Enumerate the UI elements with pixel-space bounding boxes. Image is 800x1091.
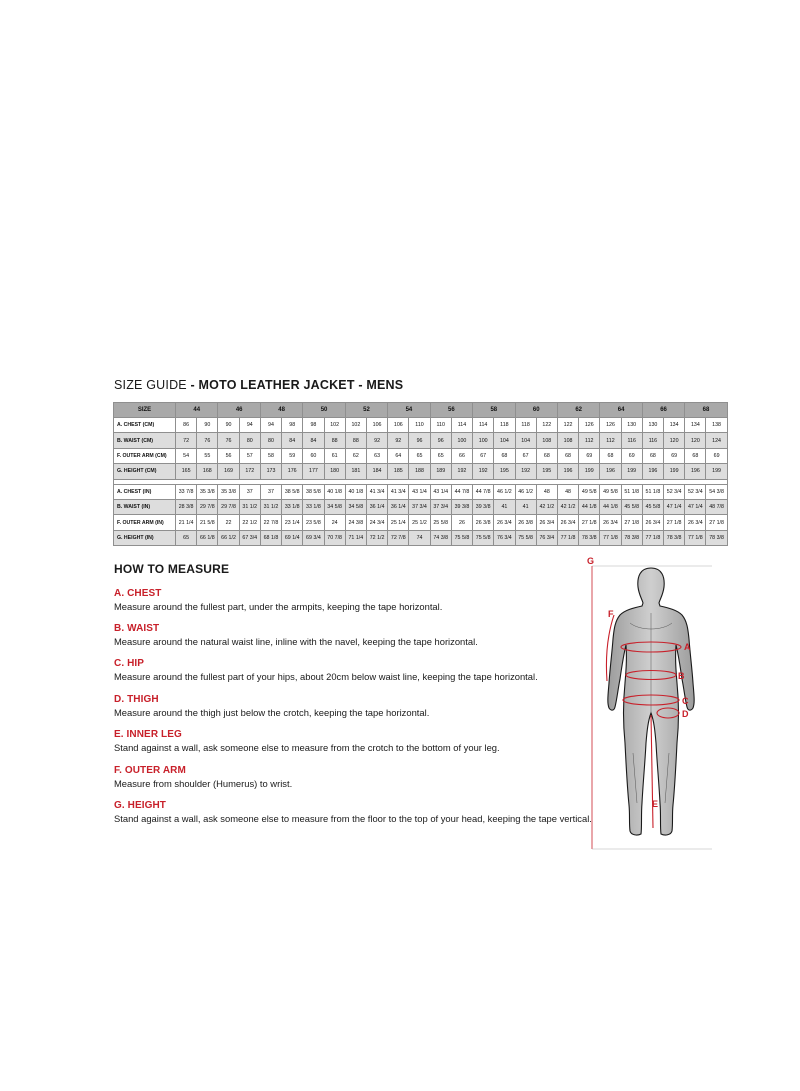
body-measurement-figure bbox=[585, 553, 715, 853]
size-header-cell: 46 bbox=[218, 403, 260, 418]
table-cell: 68 bbox=[685, 448, 706, 463]
table-cell: 110 bbox=[409, 418, 430, 433]
table-cell: 192 bbox=[515, 464, 536, 479]
measure-heading-height: G. HEIGHT bbox=[114, 800, 167, 811]
table-cell: 54 3/8 bbox=[706, 484, 727, 499]
table-row bbox=[114, 433, 728, 448]
table-cell: 28 3/8 bbox=[176, 499, 197, 514]
table-cell: 78 3/8 bbox=[621, 530, 642, 545]
table-cell: 35 3/8 bbox=[197, 484, 218, 499]
table-cell: 72 bbox=[176, 433, 197, 448]
table-cell: 43 1/4 bbox=[430, 484, 451, 499]
table-cell: 195 bbox=[494, 464, 515, 479]
row-label: G. HEIGHT (CM) bbox=[114, 464, 176, 479]
table-cell: 86 bbox=[176, 418, 197, 433]
measure-heading-inner-leg: E. INNER LEG bbox=[114, 729, 182, 740]
table-cell: 68 bbox=[557, 448, 578, 463]
table-cell: 40 1/8 bbox=[345, 484, 366, 499]
table-cell: 26 bbox=[451, 515, 472, 530]
table-cell: 116 bbox=[621, 433, 642, 448]
table-cell: 188 bbox=[409, 464, 430, 479]
table-cell: 88 bbox=[345, 433, 366, 448]
measure-text-height: Stand against a wall, ask someone else to measure from the floor to the top of your head, keeping the tape vertical. bbox=[114, 813, 592, 824]
table-cell: 118 bbox=[515, 418, 536, 433]
table-cell: 196 bbox=[557, 464, 578, 479]
table-cell: 44 7/8 bbox=[473, 484, 494, 499]
table-cell: 76 3/4 bbox=[494, 530, 515, 545]
table-cell: 75 5/8 bbox=[473, 530, 494, 545]
table-cell: 100 bbox=[451, 433, 472, 448]
table-cell: 39 3/8 bbox=[451, 499, 472, 514]
row-label: B. WAIST (CM) bbox=[114, 433, 176, 448]
table-cell: 22 7/8 bbox=[260, 515, 281, 530]
table-cell: 26 3/4 bbox=[642, 515, 663, 530]
size-header-cell: 64 bbox=[600, 403, 642, 418]
table-cell: 77 1/8 bbox=[642, 530, 663, 545]
table-cell: 98 bbox=[282, 418, 303, 433]
table-cell: 196 bbox=[600, 464, 621, 479]
table-cell: 67 3/4 bbox=[239, 530, 260, 545]
table-cell: 44 1/8 bbox=[600, 499, 621, 514]
table-cell: 63 bbox=[366, 448, 387, 463]
table-cell: 37 bbox=[239, 484, 260, 499]
table-cell: 75 5/8 bbox=[451, 530, 472, 545]
table-cell: 102 bbox=[324, 418, 345, 433]
table-cell: 52 3/4 bbox=[685, 484, 706, 499]
size-header-cell: 44 bbox=[176, 403, 218, 418]
table-cell: 84 bbox=[303, 433, 324, 448]
size-guide-title bbox=[114, 378, 714, 392]
table-cell: 57 bbox=[239, 448, 260, 463]
table-cell: 108 bbox=[536, 433, 557, 448]
table-cell: 29 7/8 bbox=[218, 499, 239, 514]
table-cell: 100 bbox=[473, 433, 494, 448]
measure-text-waist: Measure around the natural waist line, inline with the navel, keeping the tape horizontal. bbox=[114, 636, 478, 647]
measure-heading-hip: C. HIP bbox=[114, 658, 145, 669]
table-cell: 106 bbox=[366, 418, 387, 433]
table-cell: 199 bbox=[706, 464, 727, 479]
table-cell: 54 bbox=[176, 448, 197, 463]
table-cell: 31 1/2 bbox=[239, 499, 260, 514]
measure-text-outer-arm: Measure from shoulder (Humerus) to wrist. bbox=[114, 778, 293, 789]
table-cell: 37 3/4 bbox=[409, 499, 430, 514]
measure-text-thigh: Measure around the thigh just below the crotch, keeping the tape horizontal. bbox=[114, 707, 430, 718]
table-cell: 69 bbox=[579, 448, 600, 463]
table-cell: 26 3/4 bbox=[557, 515, 578, 530]
table-row bbox=[114, 448, 728, 463]
table-cell: 177 bbox=[303, 464, 324, 479]
table-cell: 27 1/8 bbox=[579, 515, 600, 530]
table-cell: 184 bbox=[366, 464, 387, 479]
table-cell: 78 3/8 bbox=[579, 530, 600, 545]
table-cell: 168 bbox=[197, 464, 218, 479]
table-row bbox=[114, 499, 728, 514]
table-cell: 199 bbox=[664, 464, 685, 479]
table-cell: 33 1/8 bbox=[303, 499, 324, 514]
label-e: E bbox=[652, 799, 659, 809]
table-cell: 67 bbox=[515, 448, 536, 463]
table-cell: 122 bbox=[536, 418, 557, 433]
table-cell: 78 3/8 bbox=[706, 530, 727, 545]
table-cell: 65 bbox=[176, 530, 197, 545]
table-cell: 77 1/8 bbox=[557, 530, 578, 545]
table-cell: 69 bbox=[664, 448, 685, 463]
table-cell: 173 bbox=[260, 464, 281, 479]
how-to-measure-title: HOW TO MEASURE bbox=[114, 562, 230, 576]
table-cell: 51 1/8 bbox=[621, 484, 642, 499]
table-cell: 42 1/2 bbox=[536, 499, 557, 514]
row-label: A. CHEST (CM) bbox=[114, 418, 176, 433]
size-header-cell: 56 bbox=[430, 403, 472, 418]
table-cell: 48 bbox=[557, 484, 578, 499]
measure-text-hip: Measure around the fullest part of your hips, about 20cm below waist line, keeping the tape horizontal. bbox=[114, 671, 538, 682]
table-cell: 23 5/8 bbox=[303, 515, 324, 530]
size-header-cell: 48 bbox=[260, 403, 302, 418]
size-header-cell: 52 bbox=[345, 403, 387, 418]
measure-heading-thigh: D. THIGH bbox=[114, 694, 159, 705]
table-cell: 33 7/8 bbox=[176, 484, 197, 499]
table-cell: 38 5/8 bbox=[282, 484, 303, 499]
table-cell: 169 bbox=[218, 464, 239, 479]
table-cell: 42 1/2 bbox=[557, 499, 578, 514]
title-prefix: SIZE GUIDE bbox=[114, 378, 187, 392]
table-cell: 21 1/4 bbox=[176, 515, 197, 530]
table-cell: 44 7/8 bbox=[451, 484, 472, 499]
size-header-cell: 66 bbox=[642, 403, 684, 418]
table-cell: 27 1/8 bbox=[706, 515, 727, 530]
table-cell: 199 bbox=[621, 464, 642, 479]
table-cell: 196 bbox=[642, 464, 663, 479]
table-cell: 199 bbox=[579, 464, 600, 479]
measure-heading-outer-arm: F. OUTER ARM bbox=[114, 765, 186, 776]
table-cell: 68 bbox=[642, 448, 663, 463]
table-cell: 114 bbox=[473, 418, 494, 433]
table-cell: 49 5/8 bbox=[579, 484, 600, 499]
table-cell: 29 7/8 bbox=[197, 499, 218, 514]
table-cell: 41 bbox=[494, 499, 515, 514]
table-cell: 24 3/8 bbox=[345, 515, 366, 530]
table-cell: 138 bbox=[706, 418, 727, 433]
table-cell: 65 bbox=[430, 448, 451, 463]
table-cell: 34 5/8 bbox=[345, 499, 366, 514]
table-cell: 66 bbox=[451, 448, 472, 463]
table-cell: 25 5/8 bbox=[430, 515, 451, 530]
table-cell: 46 1/2 bbox=[515, 484, 536, 499]
label-f: F bbox=[608, 609, 614, 619]
size-header-cell: 68 bbox=[685, 403, 727, 418]
table-cell: 64 bbox=[388, 448, 409, 463]
measure-text-chest: Measure around the fullest part, under the armpits, keeping the tape horizontal. bbox=[114, 601, 443, 612]
measure-text-inner-leg: Stand against a wall, ask someone else to measure from the crotch to the bottom of your leg. bbox=[114, 742, 500, 753]
table-cell: 130 bbox=[621, 418, 642, 433]
table-cell: 180 bbox=[324, 464, 345, 479]
table-row bbox=[114, 418, 728, 433]
table-cell: 36 1/4 bbox=[388, 499, 409, 514]
table-cell: 68 bbox=[494, 448, 515, 463]
table-cell: 43 1/4 bbox=[409, 484, 430, 499]
table-cell: 92 bbox=[388, 433, 409, 448]
table-cell: 118 bbox=[494, 418, 515, 433]
size-header-cell: 60 bbox=[515, 403, 557, 418]
table-cell: 68 bbox=[536, 448, 557, 463]
table-cell: 126 bbox=[579, 418, 600, 433]
row-label: F. OUTER ARM (CM) bbox=[114, 448, 176, 463]
table-cell: 49 5/8 bbox=[600, 484, 621, 499]
table-cell: 94 bbox=[239, 418, 260, 433]
table-cell: 66 1/8 bbox=[197, 530, 218, 545]
table-cell: 130 bbox=[642, 418, 663, 433]
row-label: G. HEIGHT (IN) bbox=[114, 530, 176, 545]
table-cell: 76 bbox=[218, 433, 239, 448]
table-cell: 90 bbox=[197, 418, 218, 433]
table-cell: 71 1/4 bbox=[345, 530, 366, 545]
label-c: C bbox=[682, 696, 689, 706]
table-cell: 66 1/2 bbox=[218, 530, 239, 545]
table-cell: 80 bbox=[260, 433, 281, 448]
table-cell: 106 bbox=[388, 418, 409, 433]
table-cell: 189 bbox=[430, 464, 451, 479]
table-cell: 112 bbox=[579, 433, 600, 448]
table-cell: 21 5/8 bbox=[197, 515, 218, 530]
table-cell: 27 1/8 bbox=[621, 515, 642, 530]
table-cell: 48 bbox=[536, 484, 557, 499]
table-cell: 37 bbox=[260, 484, 281, 499]
size-header-cell: 50 bbox=[303, 403, 345, 418]
table-cell: 26 3/4 bbox=[600, 515, 621, 530]
table-cell: 70 7/8 bbox=[324, 530, 345, 545]
table-cell: 26 3/8 bbox=[515, 515, 536, 530]
table-cell: 24 3/4 bbox=[366, 515, 387, 530]
table-cell: 34 5/8 bbox=[324, 499, 345, 514]
table-cell: 27 1/8 bbox=[664, 515, 685, 530]
table-cell: 62 bbox=[345, 448, 366, 463]
table-cell: 96 bbox=[409, 433, 430, 448]
table-cell: 41 3/4 bbox=[366, 484, 387, 499]
table-cell: 124 bbox=[706, 433, 727, 448]
table-cell: 92 bbox=[366, 433, 387, 448]
table-cell: 80 bbox=[239, 433, 260, 448]
table-cell: 39 3/8 bbox=[473, 499, 494, 514]
table-cell: 76 3/4 bbox=[536, 530, 557, 545]
row-label: B. WAIST (IN) bbox=[114, 499, 176, 514]
table-cell: 48 7/8 bbox=[706, 499, 727, 514]
table-cell: 22 bbox=[218, 515, 239, 530]
table-cell: 37 3/4 bbox=[430, 499, 451, 514]
table-cell: 40 1/8 bbox=[324, 484, 345, 499]
table-cell: 45 5/8 bbox=[621, 499, 642, 514]
table-cell: 58 bbox=[260, 448, 281, 463]
table-cell: 35 3/8 bbox=[218, 484, 239, 499]
table-cell: 72 1/2 bbox=[366, 530, 387, 545]
table-cell: 61 bbox=[324, 448, 345, 463]
table-cell: 120 bbox=[664, 433, 685, 448]
table-cell: 72 7/8 bbox=[388, 530, 409, 545]
label-g: G bbox=[587, 556, 595, 566]
table-cell: 122 bbox=[557, 418, 578, 433]
table-cell: 74 3/8 bbox=[430, 530, 451, 545]
table-row bbox=[114, 464, 728, 479]
table-cell: 77 1/8 bbox=[600, 530, 621, 545]
table-cell: 51 1/8 bbox=[642, 484, 663, 499]
table-cell: 46 1/2 bbox=[494, 484, 515, 499]
table-cell: 31 1/2 bbox=[260, 499, 281, 514]
table-cell: 25 1/2 bbox=[409, 515, 430, 530]
table-cell: 52 3/4 bbox=[664, 484, 685, 499]
table-cell: 192 bbox=[473, 464, 494, 479]
table-cell: 60 bbox=[303, 448, 324, 463]
table-cell: 108 bbox=[557, 433, 578, 448]
table-row bbox=[114, 515, 728, 530]
table-cell: 195 bbox=[536, 464, 557, 479]
row-label: A. CHEST (IN) bbox=[114, 484, 176, 499]
table-cell: 126 bbox=[600, 418, 621, 433]
label-b: B bbox=[678, 671, 685, 681]
table-cell: 69 bbox=[706, 448, 727, 463]
table-cell: 38 5/8 bbox=[303, 484, 324, 499]
table-cell: 116 bbox=[642, 433, 663, 448]
table-cell: 134 bbox=[685, 418, 706, 433]
size-table bbox=[113, 402, 728, 546]
table-cell: 68 bbox=[600, 448, 621, 463]
table-cell: 114 bbox=[451, 418, 472, 433]
table-cell: 69 3/4 bbox=[303, 530, 324, 545]
table-row bbox=[114, 484, 728, 499]
table-cell: 134 bbox=[664, 418, 685, 433]
table-cell: 47 1/4 bbox=[685, 499, 706, 514]
table-cell: 90 bbox=[218, 418, 239, 433]
table-cell: 112 bbox=[600, 433, 621, 448]
table-cell: 26 3/4 bbox=[494, 515, 515, 530]
row-label: F. OUTER ARM (IN) bbox=[114, 515, 176, 530]
table-cell: 185 bbox=[388, 464, 409, 479]
table-cell: 78 3/8 bbox=[664, 530, 685, 545]
table-cell: 84 bbox=[282, 433, 303, 448]
table-cell: 23 1/4 bbox=[282, 515, 303, 530]
table-cell: 102 bbox=[345, 418, 366, 433]
table-cell: 94 bbox=[260, 418, 281, 433]
table-cell: 68 1/8 bbox=[260, 530, 281, 545]
table-cell: 26 3/4 bbox=[536, 515, 557, 530]
table-cell: 44 1/8 bbox=[579, 499, 600, 514]
table-row bbox=[114, 530, 728, 545]
table-cell: 104 bbox=[515, 433, 536, 448]
table-cell: 25 1/4 bbox=[388, 515, 409, 530]
table-cell: 88 bbox=[324, 433, 345, 448]
table-cell: 69 1/4 bbox=[282, 530, 303, 545]
table-cell: 192 bbox=[451, 464, 472, 479]
table-cell: 67 bbox=[473, 448, 494, 463]
table-cell: 26 3/8 bbox=[473, 515, 494, 530]
table-cell: 181 bbox=[345, 464, 366, 479]
table-cell: 59 bbox=[282, 448, 303, 463]
label-a: A bbox=[684, 642, 691, 652]
size-header-cell: 54 bbox=[388, 403, 430, 418]
table-cell: 69 bbox=[621, 448, 642, 463]
table-cell: 45 5/8 bbox=[642, 499, 663, 514]
size-header-label: SIZE bbox=[114, 403, 176, 418]
size-header-cell: 58 bbox=[473, 403, 515, 418]
table-cell: 77 1/8 bbox=[685, 530, 706, 545]
table-cell: 65 bbox=[409, 448, 430, 463]
label-d: D bbox=[682, 709, 689, 719]
table-cell: 22 1/2 bbox=[239, 515, 260, 530]
table-cell: 104 bbox=[494, 433, 515, 448]
table-cell: 33 1/8 bbox=[282, 499, 303, 514]
table-cell: 36 1/4 bbox=[366, 499, 387, 514]
table-cell: 172 bbox=[239, 464, 260, 479]
table-cell: 75 5/8 bbox=[515, 530, 536, 545]
table-cell: 24 bbox=[324, 515, 345, 530]
table-cell: 41 3/4 bbox=[388, 484, 409, 499]
size-header-row bbox=[114, 403, 728, 418]
size-header-cell: 62 bbox=[557, 403, 599, 418]
table-cell: 41 bbox=[515, 499, 536, 514]
table-cell: 110 bbox=[430, 418, 451, 433]
table-cell: 120 bbox=[685, 433, 706, 448]
table-cell: 56 bbox=[218, 448, 239, 463]
table-cell: 96 bbox=[430, 433, 451, 448]
table-cell: 98 bbox=[303, 418, 324, 433]
table-cell: 165 bbox=[176, 464, 197, 479]
table-cell: 26 3/4 bbox=[685, 515, 706, 530]
table-cell: 196 bbox=[685, 464, 706, 479]
table-cell: 176 bbox=[282, 464, 303, 479]
table-cell: 47 1/4 bbox=[664, 499, 685, 514]
title-product: - MOTO LEATHER JACKET - MENS bbox=[186, 378, 404, 392]
measure-heading-waist: B. WAIST bbox=[114, 623, 160, 634]
table-cell: 76 bbox=[197, 433, 218, 448]
table-cell: 74 bbox=[409, 530, 430, 545]
measure-heading-chest: A. CHEST bbox=[114, 588, 162, 599]
table-cell: 55 bbox=[197, 448, 218, 463]
